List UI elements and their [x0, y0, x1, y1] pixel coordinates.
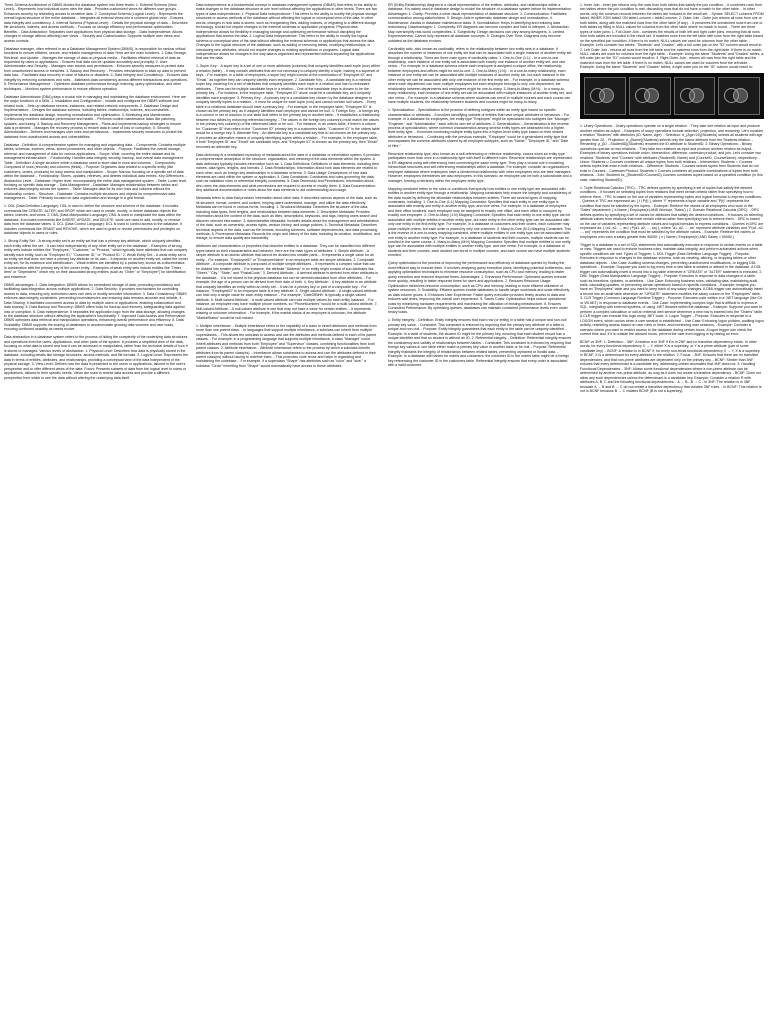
- ddl-dml-dcl-paragraph: 1. DDL (Data Definition Language): DDL is used to define the structure and schema of the database. It includes commands like CREATE, ALTER, and DROP, which are used to create, modify, or delete database objects like tables, indexes, and views. 2. DML (Data Manipulation Language): DML is used to manipulate the data within the database. It includes commands like INSERT, UPDATE, and DELETE, which are used to add, modify, or remove data from the database tables. 3. DCL (Data Control Language): DCL is used to control access to the database. It includes commands like GRANT and REVOKE, which are used to grant or revoke permissions and privileges on database objects to users or roles.: [4, 204, 182, 236]
- column-1: [4, 3, 188, 1021]
- three-schema-paragraph: Three-Schema Architecture of DBMS divides the database system into three levels: 1. External Schema (View Level): - Represents how individual users view the data. - Provides customized views for different user groups. - Enhances security by restricting access to sensitive data. 2. Conceptual Schema (Logical Level): - Represents the overall logical structure of the entire database. - Integrates all external views into a coherent global view. - Ensures data integrity and consistency. 3. Internal Schema (Physical Level): - Details the physical storage of data. - Describes file structures, indexes, and access methods. - Focuses on storage efficiency and performance optimization. Benefits: - Data Abstraction: Separates user applications from physical data storage. - Data Independence: Allows changes in storage without affecting user views. - Security and Customization: Supports multiple user views and access controls.: [4, 3, 188, 43]
- query-optimization-paragraph: Query optimization is the process of improving the performance and efficiency of database queries by finding the most efficient way to execute them. It involves analyzing query execution plans, identifying potential bottlenecks, and applying optimization techniques to minimize resource consumption, such as CPU and memory, leading to faster query execution and reduced response times. Advantages: 1. Enhanced Performance: Optimized queries execute more quickly, resulting in faster response times for users and applications. 2. Reduces Resource Usage: Optimization minimizes resource consumption, such as CPU and memory, leading to more efficient utilization of system resources. 3. Scalability: Efficient queries enable databases to handle larger workloads and scale effectively as data volume grows. 4. Enhances User Experience: Faster query execution provides timely access to data and reduces wait times, improving the overall user experience. 5. Saves Costs: Optimization helps reduce operational costs by minimizing hardware requirements and maximizing the utilization of existing infrastructure. 6. Ensures Consistent Performance: By optimizing queries, databases can maintain consistent performance levels even under heavy loads.: [388, 261, 571, 315]
- dbms-advantages-paragraph: DBMS advantages: 1. Data Integration: DBMS allows for centralized storage of data, promoting consistency and facilitating data integration across multiple applications. 2. Data Security: It provides mechanisms for controlling access to data, ensuring only authorized users can view or modify sensitive information. 3. Data Consistency: DBMS enforces data integrity constraints, preventing inconsistencies and ensuring data remains accurate and reliable. 4. Data Sharing: It facilitates concurrent access to data by multiple users or applications, enabling collaboration and data sharing. 5. Data Backup and Recovery: DBMS offers tools for backup and recovery, safeguarding data against loss or corruption. 6. Data Independence: It separates the application logic from the data storage, allowing changes to the database structure without affecting the application's functionality. 7. Improved Data Access and Performance: DBMS optimizes data retrieval and manipulation operations, enhancing overall performance and efficiency. 8. Data Scalability: DBMS supports the scaling of databases to accommodate growing data volumes and user loads, ensuring continued usability as needs evolve.: [4, 282, 187, 332]
- specialization-paragraph: 1. Specialization: - Specialization is the process of defining subtypes within an entity type based on specific characteristics or attributes. - It involves identifying subsets of entities that have unique attributes or behaviors. - For example, in a database for employees, the entity type "Employee" might be specialized into subtypes like "Manager," "Engineer," and "Administrator," each with its own set of attributes. 2. Generalization: - Generalization is the reverse process of specialization, where common characteristics among several entity types are abstracted into a higher-level entity type. - It involves combining multiple entity types into a higher-level entity type based on their shared attributes or behaviors. - Continuing with the previous example, "Employee" could be a generalized entity type that encompasses the common attributes shared by all employee subtypes, such as "Name," "Employee ID," and "Date of Hire.": [388, 108, 571, 148]
- recursive-relationship-paragraph: Recursive relationship type, also known as a self-referencing or reflexive relationship, occurs when an entity type participates more than once in a relationship type with itself in different roles. Recursive relationships are represented in ER diagrams using self-referencing lines connecting the same entity type. They play a crucial role in modeling hierarchical structures and self-referencing relationships within a database. For example, consider an organization's employee database where employees have a hierarchical relationship with other employees who are their managers. However, employees themselves are also employees. In this scenario, an employee can be both a subordinate and a manager, forming a hierarchy within the employee entity type.: [388, 151, 572, 183]
- join-venn-3: [674, 77, 716, 115]
- data-dictionary-paragraph: Data dictionary is a centralized repository of metadata about the data in a database or information system. It provides a comprehensive description of the structure, organization, and meaning of the data elements within the system. A data dictionary typically includes information such as: 1. Data Definitions: Definitions of data elements, including their names, data types, lengths, and formats. 2. Data Relationships: Information about how data elements are related to each other, such as foreign key relationships in a database schema. 3. Data Usage: Descriptions of how data elements are used within the system or application. 4. Data Constraints: Constraints and rules governing the data, such as validation rules or referential integrity constraints. 5. Data Ownership and Permissions: Information about who owns the data elements and what permissions are required to access or modify them. 6. Data Documentation: Any additional documentation or notes about the data elements to aid understanding and usage.: [196, 152, 380, 193]
- relational-operations-paragraph: 1. Unary Operations: - Unary operations operate on a single relation. - They take one relation as input and produce another relation as output. - Examples of unary operations include selection, projection, and renaming. Let's consider a relation "Students" with attributes (ID, Name, Age): - Selection: σ_{Age>20}(Students) selects all students with age greater than 20. - Projection: π_{Name}(Students) selects only the Name attribute from the Students relation. - Renaming: ρ_{ID→StudentID}(Students) renames the ID attribute to StudentID. 2. Binary Operations: - Binary operations operate on two relations. - They take two relations as input and produce another relation as output. - Examples of binary operations include union, intersection, difference, cartesian product, and join. Let's consider two relations "Students" and "Courses" with attributes (StudentID, Name) and (CourseID, CourseName), respectively: - Union: Students ∪ Courses combines all unique tuples from both relations. - Intersection: Students ∩ Courses selects tuples that exist in both relations. - Difference: Students - Courses selects tuples from Students that do not exist in Courses. - Cartesian Product: Students × Courses combines all possible combinations of tuples from both relations. - Join: Students ⋈_{StudentID=CourseID} Courses combines tuples based on a specified condition (in this case, matching StudentID).: [580, 124, 764, 182]
- entity-sets-paragraph: 1. Strong Entity Set: - A strong entity set is an entity set that has a primary key attribute, which uniquely identifies each entity within the set. - It can exist independently of any other entity set in the database. - Examples of strong entity sets include entities like "Employee," "Customer," or "Product," which typically have attributes that can uniquely identify each entity, such as "Employee ID," "Customer ID," or "Product ID." 2. Weak Entity Set: - A weak entity set is an entity set that does not have a primary key attribute on its own. - It depends on another entity set, called the owner entity set, for its existence and identification. - Weak entities are identified by a partial key, known as a discriminator, in combination with the primary key of the owner entity. - Examples of weak entity sets include entities like "Order Item" or "Dependent," which rely on their associated strong entities (such as "Order" or "Employee") for identification and existence.: [4, 239, 188, 279]
- metadata-paragraph: Metadata refers to data that provides information about other data. It describes various aspects of the data, such as its structure, format, content, and context, helping users understand, manage, and utilize the data effectively. Metadata can be found in various forms, including: 1. Structural Metadata: Describes the structure of the data, including data types, field lengths, and relationships between data elements. 2. Descriptive Metadata: Provides information about the content of the data, such as titles, descriptions, keywords, and tags, helping users search and discover relevant information. 3. Administrative Metadata: Includes details about the management and administration of the data, such as ownership, access rights, version history, and usage policies. 4. Technical Metadata: Describes technical aspects of the data, such as file formats, encoding schemes, software dependencies, and data processing methods. 5. Provenance Metadata: Records the origin and history of the data, including its creation, modification, and lineage, to ensure data quality and traceability.: [196, 196, 380, 241]
- join-venn-1: [584, 77, 626, 115]
- sql-joins-diagram-image: [580, 73, 764, 119]
- join-venn-2: [629, 77, 671, 115]
- attributes-paragraph: Attributes are characteristics or properties that describe entities in a database. They can be classified into different types based on their characteristics and behavior. Here are the main types of attributes: 1. Simple Attribute: - A simple attribute is an atomic attribute that cannot be divided into smaller parts. - It represents a single value for an entity. - For example, "EmployeeID" or "EmployeeName" in an employee table are simple attributes. 2. Composite Attribute: - A composite attribute is composed of multiple simple attributes. - It represents a complex value that can be divided into smaller parts. - For instance, the attribute "Address" in an entity might consist of sub-attributes like "Street," "City," "State," and "PostalCode." 3. Derived Attribute: - A derived attribute is derived from other attributes in the database. - It is not stored in the physical database but can be derived/calculated from other attributes. - For example, the age of a person can be derived from their date of birth. 4. Key Attribute: - A key attribute is an attribute that uniquely identifies an entity within an entity set. - It can be a primary key or part of a composite key. - For instance, "EmployeeID" in an employee table is a key attribute. 5. Single-valued Attribute: - A single-valued attribute can hold only a single value for each entity instance. - For example, "DateOfBirth" is typically a single-valued attribute. 6. Multi-valued Attribute: - A multi-valued attribute can hold multiple values for each entity instance. - For instance, an employee may have multiple phone numbers, so "PhoneNumbers" would be a multi-valued attribute. 7. Null-valued Attribute: - A null-valued attribute is one that may not have a value for certain entities. - It represents missing or unknown information. - For example, if the marital status of an employee is unknown, the attribute "MaritalStatus" would be null-valued.: [196, 244, 379, 320]
- integrity-paragraph: 1. Entity integrity: - Definition: Entity integrity ensures that each row (or entity) in a table has a unique and non-null primary key value. - Constraint: This constraint is enforced by requiring that the primary key attribute of a table is unique and non-null. - Purpose: Entity integrity guarantees that each entity in the table can be uniquely identified. - Example: In a table of students, the student ID might be the primary key, ensuring that each student record has a unique identifier and that no student is without an ID. 2. Referential integrity: - Definition: Referential integrity ensures the consistency and validity of relationships between tables. - Constraint: This constraint is enforced by requiring that foreign key values in one table either match a primary key value in another table or be null. - Purpose: Referential integrity maintains the integrity of relationships between related tables, preventing orphaned or invalid data. - Example: In a database with tables for orders and customers, the customer ID in the orders table might be a foreign key referencing the customer ID in the customers table. Referential integrity ensures that every order is associated with a valid customer.: [388, 318, 572, 367]
- inheritance-paragraph: 1. Multiple inheritance: - Multiple inheritance refers to the capability of a class to inherit attributes and methods from more than one parent class. - In languages that support multiple inheritance, a subclass can inherit from multiple superclasses. - This allows the subclass to access and use the attributes and methods defined in each of its parent classes. - For example, in a programming language that supports multiple inheritance, a class "Manager" could inherit attributes and methods from both "Employee" and "Supervisor" classes, combining functionalities from both parent classes. 2. Attribute inheritance: - Attribute inheritance refers to the process by which a subclass inherits attributes from its parent class(es). - Inheritance allows subclasses to access and use the attributes defined in their parent class(es) without having to redefine them. - This promotes code reuse and helps in organizing and maintaining the codebase. - For example, if a superclass "Shape" has attributes such as "color" and "size," a subclass "Circle" inheriting from "Shape" would automatically have access to these attributes.: [196, 323, 377, 368]
- relational-calculus-paragraph: 1. Tuple Relational Calculus (TRC): - TRC defines queries by specifying a set of tuples that satisfy the desired conditions. - It focuses on selecting tuples from relations that meet certain criteria rather than specifying how to retrieve them. - TRC is based on the use of variables representing tuples and logical formulas to express conditions. - Queries in TRC are expressed as: { t | P(t) }, where "t" represents a tuple variable and "P(t)" represents the condition that must be satisfied by the tuples. - Example: Retrieve the names of all employees who work in the "Sales" department: { e.Name | Employee(e) AND Works(e, 'Sales') } 2. Domain Relational Calculus (DRC): - DRC defines queries by specifying a set of values for attributes that satisfy the desired conditions. - It focuses on selecting attribute values from relations that meet certain criteria rather than specifying how to retrieve them. - DRC is based on the use of variables representing attribute values and logical formulas to express conditions. - Queries in DRC are expressed as: { ⟨a1, a2, ..., an⟩ | P(a1, a2, ..., an) }, where "a1, a2, ..., an" represent attribute variables and "P(a1, a2, ..., an)" represents the condition that must be satisfied by the attribute values. - Example: Retrieve the names of employees who earn a salary greater than 50000: { n | Name | Employee(e) AND Salary > 50000 }: [580, 185, 764, 239]
- column-2: [196, 3, 380, 1021]
- triggers-paragraph: Trigger in a database is a set of SQL statements that automatically executes in response to certain events on a table or view. Triggers are used to enforce business rules, maintain data integrity, and perform automated actions when specific conditions are met. Types of Triggers: 1. DDL Trigger (Data Definition Language Trigger): - Purpose: Executes in response to changes in the database schema, such as creating, altering, or dropping tables or other database objects. - Use Case: Auditing schema changes, preventing unauthorized modifications, or logging DDL operations. - Example: Suppose you want to log every time a new table is created or altered in the database. A DDL trigger can automatically insert a record into a log table whenever a "CREATE" or "ALTER" statement is executed. 2. DML Trigger (Data Manipulation Language Trigger): - Purpose: Executes in response to data changes in a table, such as insertions, updates, or deletions. - Use Case: Enforcing business rules, validating data, maintaining audit trails, cascading updates, or preventing certain operations based on specific conditions. - Example: Imagine you have an "Employees" table and you want to keep track of any salary changes. A DML trigger can automatically insert a record into an audit table whenever an "UPDATE" statement modifies the salary column in the "Employees" table. 3. CLR Trigger (Common Language Runtime Trigger): - Purpose: Executes code written in a .NET language (like C# or VB.NET) in response to database events. - Use Case: Implementing complex logic that is difficult to express in SQL, integrating with external systems, or using .NET libraries within the database. - Example: Suppose you want to perform a complex calculation or call an external web service whenever a new row is inserted into the "Orders" table. A CLR trigger can execute this logic using .NET code. 4. Logon Trigger: - Purpose: Executes in response to a LOGON event, which occurs when a user session is established. - Use Case: Enforcing logon policies, auditing logon activity, restricting access based on user roles or times, and monitoring user sessions. - Example: Consider a scenario where you want to restrict access to the database during certain hours. A logon trigger can check the current time and, if it is outside the allowed hours, prevent the user from logging in by raising an error.: [580, 242, 764, 336]
- joins-paragraph: 1. Inner Join - Inner join returns only the rows from both tables that satisfy the join condition. - It combines rows from two tables where the join condition is met, discarding rows that do not have a match in the other table. - In other words, only the common records between the tables are included in the result set. - Syntax: SELECT columns FROM table1 INNER JOIN table2 ON table1.column = table2.column; 2. Outer Join - Outer join returns all rows from one or both tables, along with the matched rows from the other table (if any). - It preserves the unmatched rows from one or both tables by filling in NULL values for columns from the other table where no match is found. - There are three types of outer joins: 1. Full Outer Join - combines the results of both left and right outer joins, ensuring that all rows from both tables are included in the result set. It matches rows from the left table with rows from the right table based on the specified join condition. If there is no match, NULL values are used for columns from the other table. - Example: Let's consider two tables: "Students" and "Grades", with a full outer join on the "ID" column would result in: 2. Left Outer Join - returns all rows from the left table and the matched rows from the right table. If there is no match, NULL values are used for columns from the right table. - Example: Using the same "Students" and "Grades" tables, a left outer join on the "ID" column would result in: 3. Right Outer Join - returns all rows from the right table and the matched rows from the left table. If there is no match, NULL values are used for columns from the left table. - Example: Using the same "Students" and "Grades" tables, a right outer join on the "ID" column would result in:: [580, 3, 764, 70]
- data-abstraction-paragraph: Data abstraction in a database system refers to the process of hiding the complexity of the underlying data structures and operations from the users, applications, and other parts of the system. It provides a simplified view of the data, focusing on what data is stored and how it can be accessed or manipulated, rather than the technical details of how it is stored or managed. Various levels of abstraction: 1. Physical Level: Describes how data is physically stored in the database, including details like storage structures, access methods, and file formats. 2. Logical Level: Represents the data in terms of entities, attributes, and relationships, providing a conceptual view of the data independent of the physical storage. 3. View Level: Defines how the data is presented to the users or applications, tailored to the user's perspective and to offer different views of the data. Focus: Presents subsets of data from the logical level to users or applications, tailored to their specific needs. Views are used to restrict data access and provide a different perspective from which to see the data without altering the underlying data itself.: [4, 335, 188, 380]
- er-diagram-paragraph: ER (Entity-Relationship) diagram is a visual representation of the entities, attributes, and relationships within a database. It is widely used in database design to model the structure of a database system before its implementation. Advantages: 1. Clarity: Provides a clear visual representation of database structure. 2. Communication: Facilitates communication among stakeholders. 3. Design: Aids in systematic database design and normalization. 4. Maintenance: Assists in database maintenance tasks. 5. Normalization: Helps in identifying and reducing data redundancy. Disadvantages: 1. Complexity: ER diagrams can become complex and hard to interpret. 2. Abstraction: May oversimplify real-world complexities. 3. Subjectivity: Design decisions can vary among designers. 4. Limited Expressiveness: Cannot fully represent all database concepts. 5. Changes Over Time: Diagrams may become outdated as the database evolves.: [388, 3, 572, 43]
- mapping-constraint-paragraph: Mapping constraint refers to the rules or conditions that specify how entities in one entity type are associated with entities in another entity type through a relationship. Mapping constraints help ensure the integrity and consistency of the data model by defining the allowable relationships between entities. There are several types of mapping constraints, including: 1. One-to-One (1:1) Mapping Constraint: Specifies that each entity in one entity type is associated with exactly one entity in another entity type, and vice versa. For example, in a database of employees and their office locations, each employee may be assigned to exactly one office, and each office is occupied by exactly one employee. 2. One-to-Many (1:N) Mapping Constraint: Specifies that each entity in one entity type can be associated with multiple entities in another entity type, but each entity in the other entity type can be associated with only one entity in the first entity type. For example, in a database of customers and their orders, each customer may place multiple orders, but each order is placed by only one customer. 3. Many-to-One (N:1) Mapping Constraint: This is the reverse of a one-to-many mapping constraint, where multiple entities in one entity type can be associated with one entity in another entity type. For example, in a database of students and their courses, multiple students can be enrolled in the same course. 4. Many-to-Many (M:N) Mapping Constraint: Specifies that multiple entities in one entity type can be associated with multiple entities in another entity type, and vice versa. For example, in a database of students and their courses, each student can enroll in multiple courses, and each course can have multiple students enrolled.: [388, 186, 572, 258]
- data-independence-paragraph: Data independence is a fundamental concept in database management systems (DBMS) that refers to the ability to make changes to the database structure at one level without affecting the applications in other levels. There are two types of data independence: 1. Physical Data Independence: This refers to the ability to modify the physical storage structures or access methods of the database without affecting the logical or conceptual view of the data. In other words, changes in how data is stored, such as reorganizing files, adding indexes, or migrating to a different storage technology, should not require changes to the external schemas or application programs. Physical data independence allows for flexibility in managing storage and optimizing performance without disrupting the applications that access the data. 2. Logical Data Independence: This refers to the ability to modify the logical schema or conceptual view of the data without affecting the external schemas or applications that access the data. Changes to the logical structure of the database, such as adding or removing tables, modifying relationships, or introducing new attributes, should not require changes to existing applications or programs. Logical data independence allows for changes in the way data is organized and represented without impacting the applications that use the data.: [196, 3, 378, 61]
- database-manager-paragraph: Database manager, often referred to as a Database Management System (DBMS), is responsible for various critical functions to ensure efficient, secure, and reliable management of data. Here are the main functions: 1. Data Storage, Retrieval, and Update: - Manages the storage of data on physical media. - Facilitates efficient retrieval of data as requested by users or applications. - Ensures that data can be updated accurately and promptly. 2. User Administration and Security: - Manages user access and permissions. - Enforces security measures to protect data from unauthorized access or breaches. 3. Backup and Recovery: - Provides mechanisms to back up data to prevent data loss. - Facilitates data recovery in case of failures or disasters. 4. Data Integrity and Consistency: - Ensures data integrity by enforcing constraints and rules. - Maintains data consistency across different transactions and operations. 5. Performance Management: - Optimizes database performance through indexing, query optimization, and other techniques. - Monitors system performance to ensure efficient operation.: [4, 46, 188, 91]
- column-3: [388, 3, 572, 1021]
- dba-paragraph: Database Administrator (DBA) plays a crucial role in managing and maintaining the database environment. Here are the major functions of a DBA: 1. Installation and Configuration: - Installs and configures the DBMS software and related tools. - Sets up database servers, instances, and related network components. 2. Database Design and Implementation: - Designs the database schema, including tables, relationships, indexes, and constraints. - Implements the database design, ensuring normalization and optimization. 3. Monitoring and Maintenance: - Continuously monitors database performance and health. - Performs routine maintenance tasks like patching, updates, and tuning. 4. Backup and Recovery Management: - Plans and implements backup strategies to ensure data is protected. - Manages the recovery process to restore data in case of loss or corruption. 5. Security Administration: - Defines and manages user roles and permissions. - Implements security measures to protect the database from unauthorized access and vulnerabilities.: [4, 94, 186, 139]
- join-venn-4: [718, 77, 760, 115]
- keys-paragraph: 1. Super Key: - A super key is a set of one or more attributes (columns) that uniquely identifies each tuple (row) within a relation (table). - It may contain attributes that are not necessary to uniquely identify a tuple, making it a superset of keys. - For example, in a table of employees, a super key might consist of the combination of "Employee ID" and "Email," as together they can uniquely identify each employee. 2. Candidate Key: - A candidate key is a minimal super key, meaning it is a set of attributes that uniquely identifies each tuple in a relation and has no redundant attributes. - There can be multiple candidate keys in a relation. - One of the candidate keys is chosen to be the primary key. - For instance, in the employee table, "Employee ID" alone could be a candidate key, as it uniquely identifies each employee. 3. Primary Key: - A primary key is a candidate key chosen by the database designer to uniquely identify tuples in a relation. - It must be unique for each tuple (row) and cannot contain null values. - Every table in a relational database should have a primary key. - For example, in the employee table, "Employee ID" is chosen as the primary key, as it uniquely identifies each employee and cannot be null. 4. Foreign Key: - A foreign key is a column or set of columns in one table that refers to the primary key in another table. - It establishes a relationship between two tables by enforcing referential integrity. - The values in the foreign key column(s) must match the values in the primary key column(s) of the referenced table or be null. - For instance, in an orders table, if there's a column for "Customer ID" that refers to the "Customer ID" primary key in a customers table, "Customer ID" in the orders table would be a foreign key. 5. Alternate Key: - An alternate key is a candidate key that is not chosen as the primary key. - It provides an alternative means of uniquely identifying tuples within a relation. - For example, in the employee table, if both "Employee ID" and "Email" are candidate keys, and "Employee ID" is chosen as the primary key, then "Email" becomes an alternate key.: [196, 64, 380, 149]
- database-vs-table-paragraph: Database - Definition: A comprehensive system for managing and organizing data. - Components: Contains multiple tables, schemas, indexes, views, stored procedures, and other objects. - Purpose: Facilitates the overall storage, retrieval, and management of data for various applications. - Scope: Wide, covering the entire dataset and its management infrastructure. - Functionality: Handles data integrity, security, backup, and overall data management. Table - Definition: A single structure within a database used to store data in rows and columns. - Components: Composed of rows (records) and columns (fields). - Purpose: Organizes data related to a specific entity (like customers, orders, products) for easy access and manipulation. - Scope: Narrow, focusing on a specific set of data within the database. - Functionality: Stores, updates, retrieves, and deletes individual data entries. Key Differences: - Abstraction Level: - Database: Higher level, encompassing the entire data management system. - Table: Lower level, focusing on specific data storage. - Data Management: - Database: Manages relationships between tables and enforces data integrity across the system. - Table: Manages data for its own rows and columns without the relationship context. - Structure: - Database: Contains multiple structures and objects for comprehensive data management. - Table: Primarily focused on data organization and storage in a grid format.: [4, 142, 188, 201]
- column-4: [580, 3, 764, 1021]
- bcnf-vs-3nf-paragraph: BCNF vs 3NF: 1. Definition: - 3NF: A relation is in 3NF if it is in 2NF and no transitive dependency exists. In other words, for every functional dependency X → Y, either X is a superkey, or Y is a prime attribute (part of some candidate key). - BCNF: A relation is in BCNF if, for every non-trivial functional dependency X → Y, X is a superkey. In BCNF, X is a determinant for every attribute in the relation. 2. Focus: - 3NF: Ensures that there are no transitive dependencies, and that non-prime attributes are dependent only on the primary key. - BCNF: Stricter than 3NF, ensures that every determinant is a candidate key, addressing certain anomalies that 3NF does not. 3. Handling Functional Dependencies: - 3NF: Allows some functional dependencies where a non-prime attribute can be determined by another non-prime attribute, as long as it does not create a transitive dependency. - BCNF: Does not allow any such dependencies unless the determinant is a candidate key. Example: Consider a relation R with attributes A, B, C and the following functional dependencies: - A → B - B → C - In 3NF: The relation is in 3NF because A → B and B → C do not create a transitive dependency that violates 3NF rules. - In BCNF: This relation is not in BCNF because B → C violates BCNF (B is not a superkey).: [580, 340, 762, 393]
- cardinality-paragraph: Cardinality ratio, also known as cardinality, refers to the relationship between two entity sets in a database. It describes the number of instances of one entity set that can be associated with a single instance of another entity set through a relationship. There are three main types of cardinality ratios: 1. One-to-One (1:1): - In a one-to-one relationship, each instance of one entity set is associated with exactly one instance of another entity set, and vice versa. - For example, in a database schema where each employee is assigned a unique office, the relationship between employees and offices might be one-to-one. 2. One-to-Many (1:N): - In a one-to-many relationship, each instance of one entity set can be associated with multiple instances of another entity set, but each instance in the other entity set can be associated with only one instance of the first entity set. - For example, in a database schema where each department can have multiple employees but each employee belongs to only one department, the relationship between departments and employees might be one-to-many. 3. Many-to-Many (M:N): - In a many-to-many relationship, each instance of one entity set can be associated with multiple instances of another entity set, and vice versa. - For example, in a database schema where students can enroll in multiple courses and each course can have multiple students, the relationship between students and courses might be many-to-many.: [388, 46, 572, 105]
